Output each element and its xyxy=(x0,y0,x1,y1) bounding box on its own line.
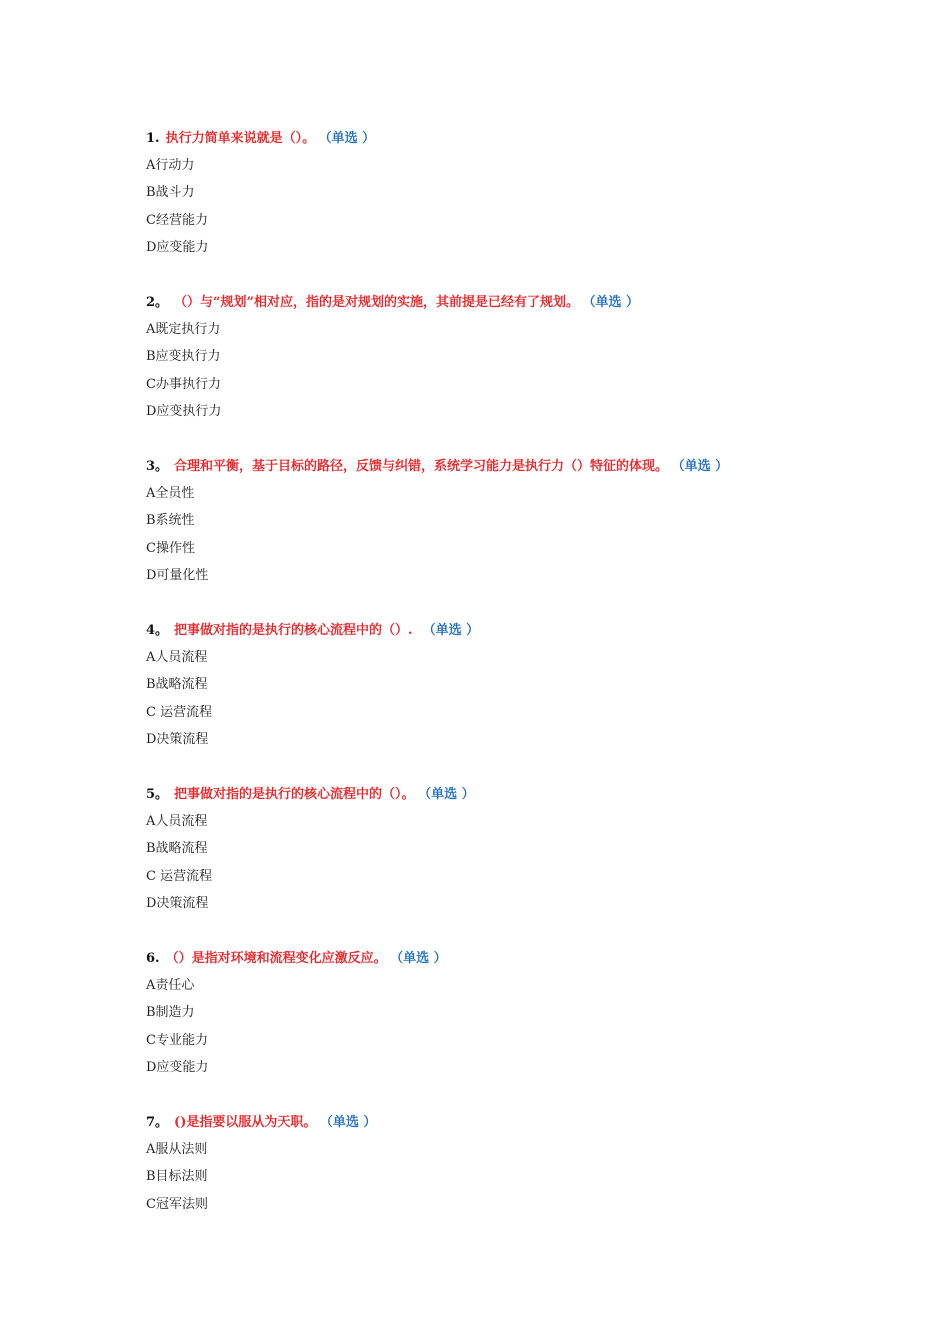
question-stem xyxy=(146,620,906,647)
option-b: B战略流程 xyxy=(146,841,208,857)
option-c: C 运营流程 xyxy=(146,868,213,884)
option-a: A既定执行力 xyxy=(146,322,221,337)
question-type: （单选 ） xyxy=(326,1115,377,1130)
option-a: A服从法则 xyxy=(146,1142,208,1157)
question-text: 执行力简单来说就是（）。 xyxy=(165,131,316,146)
option-c: C专业能力 xyxy=(146,1032,208,1048)
question-number: 2。 xyxy=(146,295,169,310)
option-a: A人员流程 xyxy=(146,650,208,665)
question-number: 7。 xyxy=(146,1115,169,1130)
question-text: （）是指对环境和流程变化应激反应。 xyxy=(165,951,387,966)
question-type: （单选 ） xyxy=(678,459,729,474)
question-stem xyxy=(146,292,906,319)
option-d: D可量化性 xyxy=(146,567,209,583)
option-b: B战斗力 xyxy=(146,185,195,201)
option-a: A行动力 xyxy=(146,158,195,173)
option-d: D应变执行力 xyxy=(146,403,222,419)
question-5 xyxy=(146,784,906,948)
option-b: B制造力 xyxy=(146,1005,195,1021)
question-type: （单选 ） xyxy=(422,623,480,638)
question-3 xyxy=(146,456,906,620)
question-stem xyxy=(146,948,906,975)
option-b: B应变执行力 xyxy=(146,349,221,365)
option-c: C经营能力 xyxy=(146,212,208,228)
option-c: C冠军法则 xyxy=(146,1196,208,1212)
question-stem xyxy=(146,784,906,811)
question-type: （单选 ） xyxy=(424,787,475,802)
option-c: C操作性 xyxy=(146,540,195,556)
option-d: D应变能力 xyxy=(146,1059,209,1075)
question-6 xyxy=(146,948,906,1112)
question-text: 把事做对指的是执行的核心流程中的（）。 xyxy=(174,787,415,802)
option-b: B目标法则 xyxy=(146,1169,208,1185)
question-number: 1. xyxy=(146,131,160,146)
question-number: 5。 xyxy=(146,787,169,802)
option-d: D决策流程 xyxy=(146,895,209,911)
question-text: ()是指要以服从为天职。 xyxy=(174,1115,317,1130)
option-a: A人员流程 xyxy=(146,814,208,829)
option-a: A全员性 xyxy=(146,486,195,501)
question-7 xyxy=(146,1112,906,1276)
question-text: 把事做对指的是执行的核心流程中的（）. xyxy=(174,623,413,638)
option-d: D决策流程 xyxy=(146,731,209,747)
question-number: 6. xyxy=(146,951,160,966)
question-stem xyxy=(146,456,906,483)
question-stem xyxy=(146,128,906,155)
question-list xyxy=(146,128,906,1276)
option-c: C办事执行力 xyxy=(146,376,221,392)
option-d: D应变能力 xyxy=(146,239,209,255)
question-text: （）与“规划”相对应，指的是对规划的实施，其前提是已经有了规划。 xyxy=(174,295,580,310)
option-b: B战略流程 xyxy=(146,677,208,693)
question-number: 3。 xyxy=(146,459,169,474)
question-1 xyxy=(146,128,906,292)
option-c: C 运营流程 xyxy=(146,704,213,720)
question-text: 合理和平衡，基于目标的路径，反馈与纠错，系统学习能力是执行力（）特征的体现。 xyxy=(174,459,669,474)
question-type: （单选 ） xyxy=(325,131,376,146)
option-b: B系统性 xyxy=(146,513,195,529)
question-number: 4。 xyxy=(146,623,169,638)
option-a: A责任心 xyxy=(146,978,195,993)
question-2 xyxy=(146,292,906,456)
question-4 xyxy=(146,620,906,784)
question-stem xyxy=(146,1112,906,1139)
question-type: （单选 ） xyxy=(589,295,640,310)
question-type: （单选 ） xyxy=(396,951,447,966)
